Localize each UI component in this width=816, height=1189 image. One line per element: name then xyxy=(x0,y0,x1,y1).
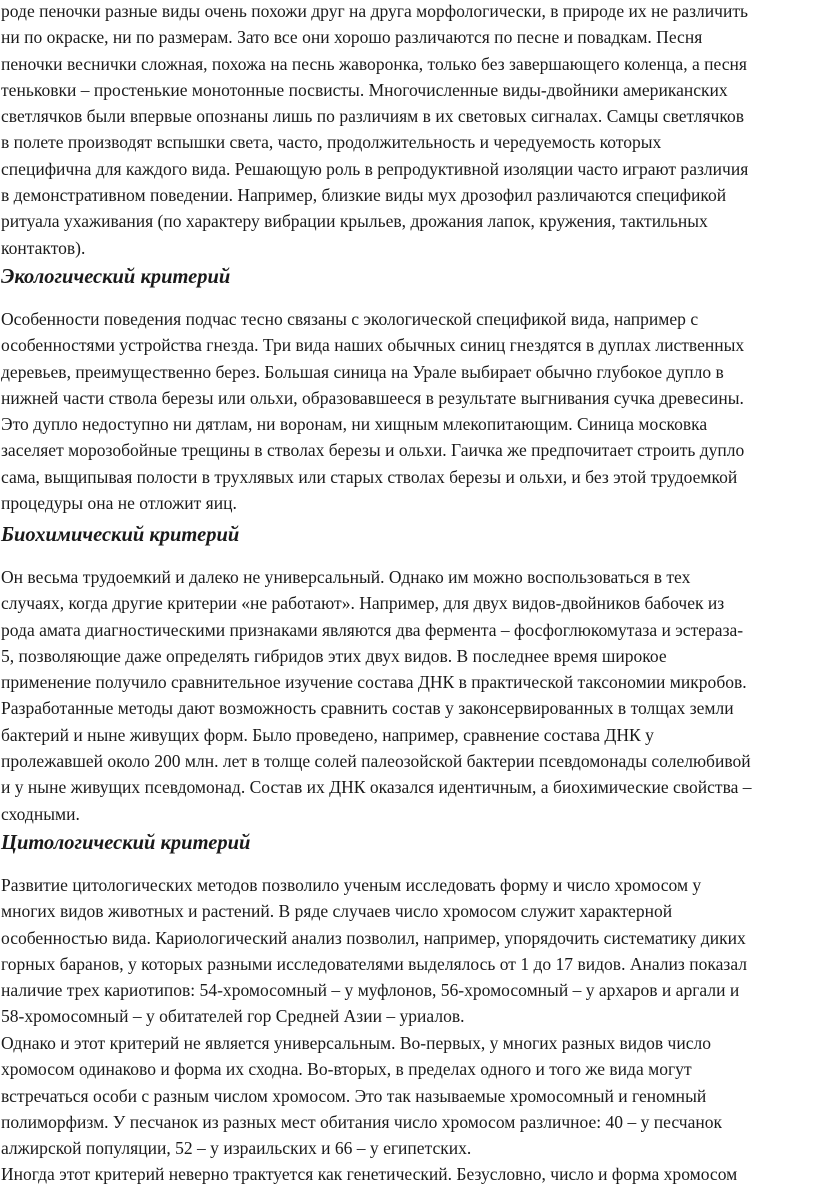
paragraph-text xyxy=(1,564,816,827)
text-line: светлячков были впервые опознаны лишь по различиям в их световых сигналах. Самцы светлячков xyxy=(1,106,745,127)
text-line: пеночки веснички сложная, похожа на песнь жаворонка, только без завершающего коленца, а песня xyxy=(1,53,747,74)
text-line: Иногда этот критерий неверно трактуется как генетический. Безусловно, число и форма хромосом xyxy=(1,1164,738,1184)
section-heading-cytological xyxy=(0,830,816,856)
paragraph-biochemical xyxy=(0,564,816,827)
text-line: многих видов животных и растений. В ряде случаев число хромосом служит характерной xyxy=(1,901,673,922)
paragraph-text xyxy=(1,1161,816,1187)
text-line: в полете производят вспышки света, часто, продолжительность и чередуемость которых xyxy=(1,132,662,153)
text-line: горных баранов, у которых разными исследователями выделялось от 1 до 17 видов. Анализ показал xyxy=(1,953,748,974)
paragraph-text xyxy=(1,306,816,516)
text-line: встречаться особи с разным числом хромосом. Это так называемые хромосомный и геномный xyxy=(1,1085,707,1106)
paragraph-genetic-note xyxy=(0,1161,816,1187)
text-line: особенностью вида. Кариологический анализ позволил, например, упорядочить систематику диких xyxy=(1,927,746,948)
text-line: Он весьма трудоемкий и далеко не универсальный. Однако им можно воспользоваться в тех xyxy=(1,567,691,587)
text-line: бактерий и ныне живущих форм. Было проведено, например, сравнение состава ДНК у xyxy=(1,724,654,745)
text-line: сходными. xyxy=(1,803,80,824)
text-line: алжирской популяции, 52 – у израильских и 66 – у египетских. xyxy=(1,1138,472,1159)
section-heading: Экологический критерий xyxy=(1,266,231,288)
text-line: в демонстративном поведении. Например, близкие виды мух дрозофил различаются спецификой xyxy=(1,185,727,206)
text-line: сама, выщипывая полости в трухлявых или старых стволах березы и ольхи, и без этой трудоемкой xyxy=(1,466,738,487)
text-line: 5, позволяющие даже определять гибридов этих двух видов. В последнее время широкое xyxy=(1,645,667,666)
text-line: применение получило сравнительное изучение состава ДНК в практической таксономии микробов. xyxy=(1,672,747,693)
text-line: Особенности поведения подчас тесно связаны с экологической спецификой вида, например с xyxy=(1,309,699,329)
paragraph-behavioral-continuation xyxy=(0,0,816,261)
text-line: Однако и этот критерий не является универсальным. Во-первых, у многих разных видов число xyxy=(1,1033,712,1053)
section-heading-biochemical xyxy=(0,522,816,548)
text-line: специфична для каждого вида. Решающую роль в репродуктивной изоляции часто играют различия xyxy=(1,158,749,179)
text-line: 58-хромосомный – у обитателей гор Средней Азии – уриалов. xyxy=(1,1006,465,1027)
paragraph-ecological xyxy=(0,306,816,516)
section-heading: Цитологический критерий xyxy=(1,832,251,854)
paragraph-cytological-limits xyxy=(0,1030,816,1161)
paragraph-cytological xyxy=(0,872,816,1030)
paragraph-text xyxy=(1,0,816,261)
text-line: процедуры она не отложит яиц. xyxy=(1,493,237,514)
text-line: хромосом одинаково и форма их сходна. Во-вторых, в пределах одного и того же вида могут xyxy=(1,1059,692,1080)
section-heading: Биохимический критерий xyxy=(1,524,240,546)
text-line: Развитие цитологических методов позволило ученым исследовать форму и число хромосом у xyxy=(1,875,702,895)
text-line: рода амата диагностическими признаками являются два фермента – фосфоглюкомутаза и эстераза- xyxy=(1,619,744,640)
text-line: Это дупло недоступно ни дятлам, ни воронам, ни хищным млекопитающим. Синица московка xyxy=(1,414,708,435)
text-line: ритуала ухаживания (по характеру вибрации крыльев, дрожания лапок, кружения, тактильных xyxy=(1,211,708,232)
text-line: полиморфизм. У песчанок из разных мест обитания число хромосом различное: 40 – у песчанок xyxy=(1,1111,723,1132)
text-line: заселяет морозобойные трещины в стволах березы и ольхи. Гаичка же предпочитает строить дупло xyxy=(1,440,745,461)
text-line: наличие трех кариотипов: 54-хромосомный – у муфлонов, 56-хромосомный – у архаров и аргали и xyxy=(1,980,740,1001)
text-line: роде пеночки разные виды очень похожи друг на друга морфологически, в природе их не различить xyxy=(1,1,749,21)
text-line: контактов). xyxy=(1,237,86,258)
section-heading-ecological xyxy=(0,264,816,290)
text-line: нижней части ствола березы или ольхи, образовавшееся в результате выгнивания сучка древесины. xyxy=(1,387,744,408)
text-line: ни по окраске, ни по размерам. Зато все они хорошо различаются по песне и повадкам. Песня xyxy=(1,27,703,48)
text-line: пролежавшей около 200 млн. лет в толще солей палеозойской бактерии псевдомонады солелюбивой xyxy=(1,751,751,772)
paragraph-text xyxy=(1,1030,816,1161)
text-line: и у ныне живущих псевдомонад. Состав их ДНК оказался идентичным, а биохимические свойства – xyxy=(1,777,752,798)
text-line: Разработанные методы дают возможность сравнить состав у законсервированных в толщах земли xyxy=(1,698,734,719)
text-line: деревьев, преимущественно берез. Большая синица на Урале выбирает обычно глубокое дупло в xyxy=(1,361,724,382)
text-line: особенностями устройства гнезда. Три вида наших обычных синиц гнездятся в дуплах лиственных xyxy=(1,335,745,356)
text-line: случаях, когда другие критерии «не работают». Например, для двух видов-двойников бабочек из xyxy=(1,593,725,614)
text-line: теньковки – простенькие монотонные посвисты. Многочисленные виды-двойники американских xyxy=(1,79,728,100)
paragraph-text xyxy=(1,872,816,1030)
